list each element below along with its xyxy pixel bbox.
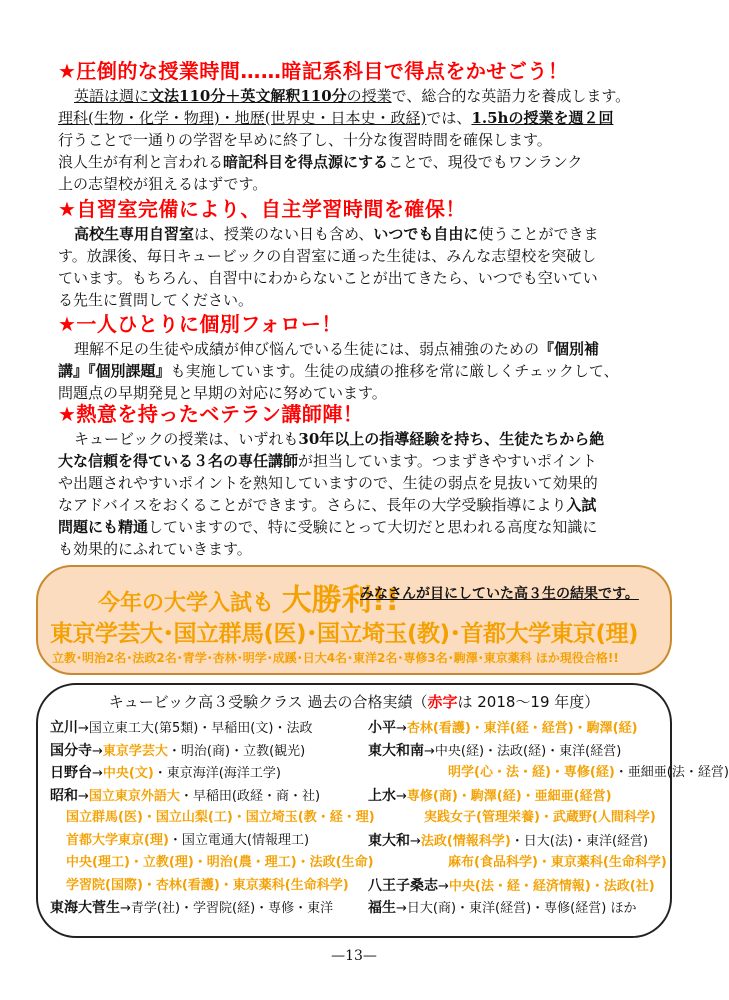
text-run: は、授業のない日も含め、 [194, 225, 374, 243]
school-name: 上水 [368, 787, 396, 804]
text-run: いつでも自由に [373, 225, 479, 243]
recent-result: 国立群馬(医)・国立山梨(工)・国立埼玉(教・経・理) [66, 810, 375, 825]
text-run: も効果的にふれていきます。 [58, 540, 252, 558]
section-text-line [58, 450, 653, 472]
school-name: 小平 [368, 720, 396, 736]
past-results-box [36, 683, 729, 938]
recent-result: 杏林(看護)・東洋(経・経営)・駒澤(経) [406, 721, 638, 736]
result-sub-universities: 立教･明治2名･法政2名･青学･杏林･明学･成蹊･日大4名･東洋2名･専修3名･駒澤･東京薬科 ほか現役合格!! [52, 651, 619, 665]
result-row [50, 807, 375, 830]
section-text-line [58, 516, 653, 538]
result-row [50, 740, 360, 763]
text-run: 暗記科目を得点源にする [223, 153, 389, 171]
result-row [50, 830, 360, 853]
text-run: の授業 [346, 87, 392, 105]
recent-result: 東京学芸大 [102, 743, 168, 759]
section-text-line [58, 245, 653, 267]
text-run: も実施しています。生徒の成績の推移を常に厳しくチェックして、 [170, 362, 619, 380]
school-name: 国分寺 [50, 742, 92, 759]
past-results-right-column [368, 717, 729, 920]
section-text-line [74, 223, 654, 245]
result-row [50, 785, 360, 808]
recent-result: 麻布(食品科学)・東京薬科(生命科学) [448, 855, 667, 870]
section-heading: ★自習室完備により、自主学習時間を確保！ [58, 197, 466, 221]
text-run: 文法110分＋英文解釈110分 [149, 87, 347, 105]
result-main-universities: 東京学芸大･国立群馬(医)･国立埼玉(教)･首都大学東京(理) [50, 621, 639, 647]
past-results-left-column [50, 717, 375, 920]
text-run: ことで、現役でもワンランク [388, 153, 583, 171]
result-row [368, 875, 664, 898]
result-row [50, 875, 360, 898]
text-run: 上の志望校が狙えるはずです。 [58, 175, 268, 193]
section-text-line [74, 85, 654, 107]
section-text-line [58, 472, 653, 494]
result-text: → [396, 721, 407, 736]
past-results-title [38, 691, 670, 712]
text-run: で、総合的な英語力を養成します。 [391, 87, 631, 105]
result-text: ・亜細亜(法・経営) [614, 765, 729, 780]
section-text-line [58, 360, 653, 382]
text-run: 高校生専用自習室 [74, 225, 195, 243]
result-text: → [92, 766, 103, 781]
result-row [50, 852, 374, 875]
text-run: キュービックの授業は、いずれも [74, 430, 299, 448]
text-run: 理解不足の生徒や成績が伸び悩んでいる生徒には、弱点補強のための [74, 340, 540, 358]
text-run: 30年以上の指導経験を持ち、生徒たちから絶 [298, 430, 605, 448]
text-run: 問題点の早期発見と早期の対応に努めています。 [58, 384, 387, 402]
section-text-line [74, 428, 654, 450]
recent-result: 明学(心・法・経)・専修(経) [448, 765, 615, 780]
result-text: ・早稲田(政経・商・社) [179, 788, 321, 804]
section-text-line [58, 107, 653, 129]
past-title-post: は 2018～19 年度） [457, 693, 600, 711]
result-text: →日大(商)・東洋(経営)・専修(経営) ほか [396, 901, 637, 916]
result-row [368, 717, 664, 740]
section-text-line [74, 338, 654, 360]
school-name: 日野台 [50, 765, 92, 781]
result-text: ・東京海洋(海洋工学) [153, 766, 281, 781]
text-run: なアドバイスをおくることができます。さらに、長年の大学受験指導により [58, 496, 567, 514]
result-row [50, 762, 360, 785]
school-name: 昭和 [50, 787, 78, 804]
section-text-line [58, 129, 653, 151]
text-run: では、 [426, 109, 472, 127]
result-row [368, 785, 664, 808]
section-heading: ★圧倒的な授業時間……暗記系科目で得点をかせごう！ [58, 59, 569, 83]
recent-result: 首都大学東京(理) [66, 832, 169, 848]
result-note: みなさんが目にしていた高３生の結果です。 [360, 586, 639, 602]
school-name: 東海大菅生 [50, 900, 120, 916]
result-text: ・明治(商)・立教(観光) [167, 743, 306, 759]
result-text: → [78, 788, 89, 804]
section-text-line [58, 173, 653, 195]
result-row [368, 740, 664, 763]
result-text: ・日大(法)・東洋(経営) [510, 833, 649, 849]
recent-result: 法政(情報科学) [420, 833, 511, 849]
recent-result: 中央(文) [102, 766, 154, 781]
result-text: ・国立電通大(情報理工) [168, 832, 310, 848]
school-name: 東大和 [368, 832, 410, 849]
result-row [368, 830, 664, 853]
result-title-pre: 今年の大学入試も [98, 591, 275, 616]
section-text-line [58, 151, 653, 173]
text-run: る先生に質問してください。 [58, 291, 254, 309]
section-heading: ★一人ひとりに個別フォロー！ [58, 312, 342, 336]
text-run: 講』『個別課題』 [58, 362, 171, 380]
text-run: 大な信頼を得ている３名の専任講師 [58, 452, 299, 470]
result-row [368, 762, 729, 785]
school-name: 立川 [50, 720, 78, 736]
text-run: が担当しています。つまずきやすいポイント [298, 452, 597, 470]
text-run: 『個別補 [539, 340, 600, 358]
recent-result: 国立東京外語大 [88, 788, 180, 804]
school-name: 八王子桑志 [368, 877, 438, 894]
result-title-big: 大勝利!! [281, 583, 400, 618]
past-title-red: 赤字 [427, 693, 458, 711]
section-heading: ★熱意を持ったベテラン講師陣！ [58, 402, 364, 426]
text-run: 理科(生物・化学・物理)・地歴(世界史・日本史・政経) [58, 109, 427, 127]
text-run: 入試 [566, 496, 597, 514]
text-run: 英語は週に [74, 87, 150, 105]
text-run: や出題されやすいポイントを熟知していますので、生徒の弱点を見抜いて効果的 [58, 474, 598, 492]
text-run: 問題にも精通 [58, 518, 149, 536]
result-text: →青学(社)・学習院(経)・専修・東洋 [120, 901, 334, 916]
section-text-line [58, 494, 653, 516]
result-text: → [92, 743, 103, 759]
result-title [98, 575, 399, 619]
result-row [50, 897, 360, 920]
recent-result: 中央(理工)・立教(理)・明治(農・理工)・法政(生命) [66, 855, 374, 870]
result-row [368, 852, 667, 875]
recent-result: 中央(法・経・経済情報)・法政(社) [448, 878, 655, 894]
school-name: 東大和南 [368, 742, 424, 759]
text-run: 使うことができま [478, 225, 599, 243]
result-text: →中央(経)・法政(経)・東洋(経営) [424, 743, 622, 759]
result-row [50, 717, 360, 740]
school-name: 福生 [368, 900, 396, 916]
section-text-line [58, 538, 653, 560]
text-run: 行うことで一通りの学習を早めに終了し、十分な復習時間を確保します。 [58, 131, 552, 149]
result-text: → [396, 788, 407, 804]
recent-result: 学習院(国際)・杏林(看護)・東京薬科(生命科学) [66, 877, 349, 893]
text-run: 浪人生が有利と言われる [58, 153, 224, 171]
page-number: —13— [331, 948, 377, 964]
recent-result: 実践女子(管理栄養)・武蔵野(人間科学) [424, 810, 656, 825]
result-text: →国立東工大(第5類)・早稲田(文)・法政 [78, 721, 313, 736]
recent-result: 専修(商)・駒澤(経)・亜細亜(経営) [406, 788, 612, 804]
result-text: → [410, 833, 421, 849]
text-run: ています。もちろん、自習中にわからないことが出てきたら、いつでも空いてい [58, 269, 598, 287]
text-run: していますので、特に受験にとって大切だと思われる高度な知識に [148, 518, 598, 536]
text-run: 1.5hの授業を週２回 [471, 109, 614, 127]
result-banner [36, 565, 672, 675]
section-text-line [58, 267, 653, 289]
text-run: す。放課後、毎日キュービックの自習室に通った生徒は、みんな志望校を突破し [58, 247, 597, 265]
past-title-pre: キュービック高３受験クラス 過去の合格実績（ [108, 693, 428, 711]
result-text: → [438, 878, 449, 894]
result-row [368, 897, 664, 920]
result-row [368, 807, 664, 830]
